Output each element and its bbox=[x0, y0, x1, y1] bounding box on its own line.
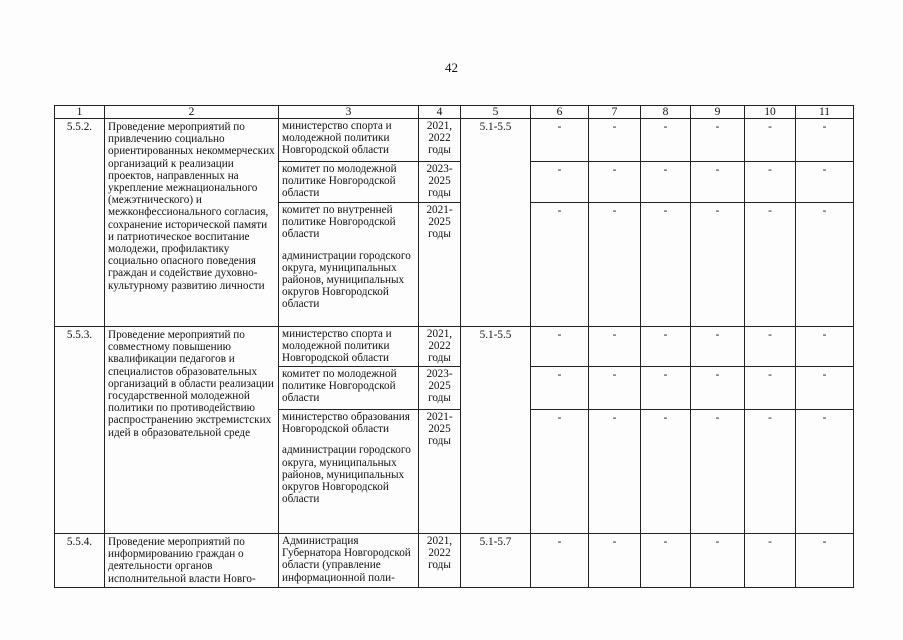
header-col-7: 7 bbox=[589, 106, 641, 119]
years-cell: 2023-2025 годы bbox=[419, 367, 461, 410]
item-number: 5.5.4. bbox=[55, 534, 105, 588]
header-row bbox=[55, 106, 854, 119]
value-cell: - bbox=[589, 203, 641, 327]
value-cell: - bbox=[745, 327, 796, 367]
value-cell: - bbox=[589, 410, 641, 534]
table-row bbox=[55, 327, 854, 367]
value-cell: - bbox=[691, 534, 745, 588]
executor-cell bbox=[279, 162, 419, 203]
table-row bbox=[55, 534, 854, 588]
value-cell: - bbox=[745, 119, 796, 162]
value-cell: - bbox=[796, 203, 854, 327]
value-cell: - bbox=[589, 534, 641, 588]
value-cell: - bbox=[745, 367, 796, 410]
executor-cell bbox=[279, 367, 419, 410]
header-col-3: 3 bbox=[279, 106, 419, 119]
header-col-4: 4 bbox=[419, 106, 461, 119]
executor-cell bbox=[279, 534, 419, 588]
value-cell: - bbox=[691, 327, 745, 367]
item-title: Проведение мероприятий по совместному повышению квалификации педагогов и специалистов образовательных организаций в области реализации государственной молодежной политики по противодействию распространению экстремистских идей в образовательной среде bbox=[105, 327, 279, 534]
executor-text: комитет по молодежной политике Новгородской области bbox=[282, 368, 397, 405]
value-cell: - bbox=[531, 162, 589, 203]
executor-text: министерство образования Новгородской области bbox=[282, 411, 410, 436]
value-cell: - bbox=[745, 534, 796, 588]
value-cell: - bbox=[796, 162, 854, 203]
value-cell: - bbox=[691, 367, 745, 410]
executor-text: министерство спорта и молодежной политики Новгородской области bbox=[282, 328, 392, 365]
value-cell: - bbox=[641, 367, 691, 410]
value-cell: - bbox=[531, 203, 589, 327]
header-col-11: 11 bbox=[796, 106, 854, 119]
years-cell: 2021, 2022 годы bbox=[419, 534, 461, 588]
header-col-8: 8 bbox=[641, 106, 691, 119]
header-col-1: 1 bbox=[55, 106, 105, 119]
years-cell: 2023-2025 годы bbox=[419, 162, 461, 203]
item-title: Проведение мероприятий по информированию граждан о деятельности органов исполнительной власти Новго- bbox=[105, 534, 279, 588]
executor-text: Администрация Губернатора Новгородской области (управление информационной поли- bbox=[282, 535, 411, 584]
header-col-10: 10 bbox=[745, 106, 796, 119]
value-cell: - bbox=[641, 119, 691, 162]
header-col-5: 5 bbox=[461, 106, 531, 119]
value-cell: - bbox=[531, 534, 589, 588]
value-cell: - bbox=[641, 162, 691, 203]
indicators-cell: 5.1-5.7 bbox=[461, 534, 531, 588]
item-title: Проведение мероприятий по привлечению социально ориентированных некоммерческих организаций к реализации проектов, направленных на укрепление межнационального (межэтнического) и межконфессионального согласия, сохранение исторической памяти и патриотическое воспитание молодежи, профилактику социально опасного поведения граждан и содействие духовно-культурному развитию личности bbox=[105, 119, 279, 327]
indicators-cell: 5.1-5.5 bbox=[461, 327, 531, 534]
value-cell: - bbox=[796, 534, 854, 588]
item-number: 5.5.2. bbox=[55, 119, 105, 327]
header-col-2: 2 bbox=[105, 106, 279, 119]
executor-text: комитет по внутренней политике Новгородской области bbox=[282, 204, 396, 241]
value-cell: - bbox=[531, 119, 589, 162]
header-col-6: 6 bbox=[531, 106, 589, 119]
years-cell: 2021-2025 годы bbox=[419, 410, 461, 534]
value-cell: - bbox=[589, 367, 641, 410]
value-cell: - bbox=[691, 162, 745, 203]
years-cell: 2021, 2022 годы bbox=[419, 119, 461, 162]
item-number: 5.5.3. bbox=[55, 327, 105, 534]
value-cell: - bbox=[531, 410, 589, 534]
executor-cell bbox=[279, 327, 419, 367]
value-cell: - bbox=[796, 367, 854, 410]
executor-cell bbox=[279, 410, 419, 534]
executor-text: комитет по молодежной политике Новгородской области bbox=[282, 163, 397, 200]
value-cell: - bbox=[641, 410, 691, 534]
value-cell: - bbox=[745, 410, 796, 534]
value-cell: - bbox=[641, 534, 691, 588]
value-cell: - bbox=[691, 203, 745, 327]
value-cell: - bbox=[796, 119, 854, 162]
header-col-9: 9 bbox=[691, 106, 745, 119]
executor-text: министерство спорта и молодежной политики Новгородской области bbox=[282, 120, 392, 157]
value-cell: - bbox=[691, 410, 745, 534]
value-cell: - bbox=[531, 327, 589, 367]
years-cell: 2021-2025 годы bbox=[419, 203, 461, 327]
executor-cell bbox=[279, 203, 419, 327]
value-cell: - bbox=[641, 327, 691, 367]
executor-text: администрации городского округа, муниципальных районов, муниципальных округов Новгородской области bbox=[282, 249, 411, 311]
value-cell: - bbox=[589, 162, 641, 203]
value-cell: - bbox=[796, 327, 854, 367]
executor-text: администрации городского округа, муниципальных районов, муниципальных округов Новгородской области bbox=[282, 444, 411, 506]
table-row bbox=[55, 119, 854, 162]
value-cell: - bbox=[589, 119, 641, 162]
value-cell: - bbox=[531, 367, 589, 410]
value-cell: - bbox=[691, 119, 745, 162]
indicators-cell: 5.1-5.5 bbox=[461, 119, 531, 327]
value-cell: - bbox=[589, 327, 641, 367]
years-cell: 2021, 2022 годы bbox=[419, 327, 461, 367]
plan-table bbox=[54, 105, 854, 588]
value-cell: - bbox=[641, 203, 691, 327]
executor-cell bbox=[279, 119, 419, 162]
value-cell: - bbox=[745, 203, 796, 327]
value-cell: - bbox=[745, 162, 796, 203]
value-cell: - bbox=[796, 410, 854, 534]
page-number: 42 bbox=[445, 60, 458, 75]
